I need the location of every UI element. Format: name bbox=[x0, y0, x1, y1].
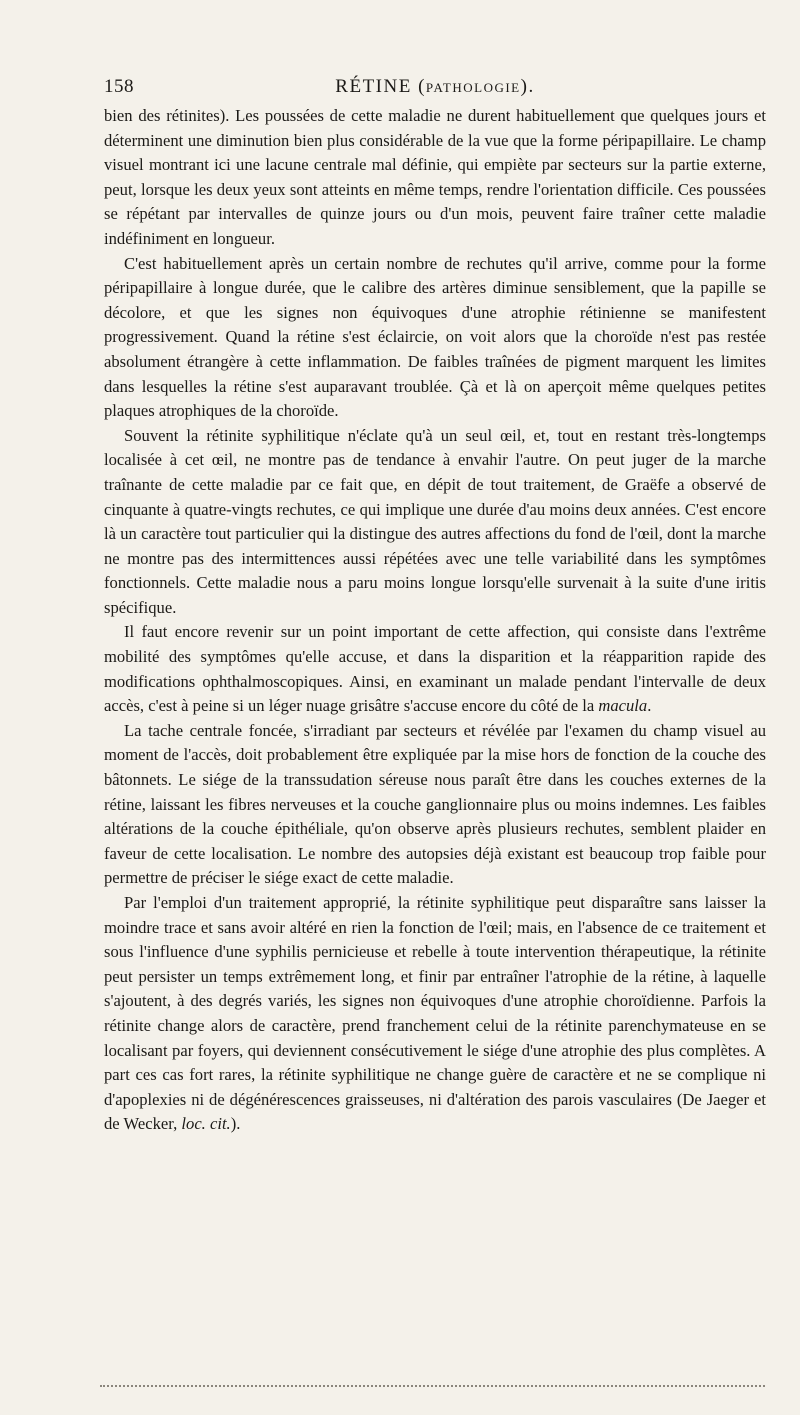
paragraph-4-tail: . bbox=[647, 696, 652, 716]
paragraph-5-text: La tache centrale foncée, s'irradiant par secteurs et révélée par l'examen du champ visuel au moment de l'accès, doit probablement être expliquée par la mise hors de fonction de la couche des bâtonnets. Le siége de la transsudation séreuse nous paraît être dans les couches externes de la rétine, laissant les fibres nerveuses et la couche ganglionnaire plus ou moins indemnes. Les faibles altérations de la couche épithéliale, qu'on observe après plusieurs rechutes, semblent plaider en faveur de cette localisation. Le nombre des autopsies déjà existant est beaucoup trop faible pour permettre de préciser le siége exact de cette maladie. bbox=[104, 720, 766, 888]
paragraph-4 bbox=[104, 620, 766, 718]
paragraph-6-italic: loc. cit. bbox=[181, 1114, 231, 1134]
running-header bbox=[104, 70, 766, 104]
footer-dotted-rule bbox=[100, 1385, 765, 1387]
running-title bbox=[104, 76, 766, 98]
paragraph-3 bbox=[104, 424, 766, 621]
paragraph-1-text: bien des rétinites). Les poussées de cette maladie ne durent habituellement que quelques jours et déterminent une diminution bien plus considérable de la vue que la forme péripapillaire. Le champ visuel montrant ici une lacune centrale mal définie, qui empiète par secteurs sur la partie externe, peut, lorsque les deux yeux sont atteints en même temps, rendre l'orientation difficile. Ces poussées se répétant par intervalles de quinze jours ou d'un mois, peuvent faire traîner cette maladie indéfiniment en longueur. bbox=[104, 106, 766, 248]
paragraph-3-text: Souvent la rétinite syphilitique n'éclate qu'à un seul œil, et, tout en restant très-longtemps localisée à cet œil, ne montre pas de tendance à envahir l'autre. On peut juger de la marche traînante de cette maladie par ce fait que, en dépit de tout traitement, de Graëfe a observé de cinquante à quatre-vingts rechutes, ce qui implique une durée d'au moins deux années. C'est encore là un caractère tout particulier qui la distingue des autres affections du fond de l'œil, dont la marche ne montre pas des intermittences aussi répétées avec une telle variabilité dans les symptômes fonctionnels. Cette maladie nous a paru moins longue lorsqu'elle survenait à la suite d'une iritis spécifique. bbox=[104, 425, 766, 617]
paragraph-4-italic: macula bbox=[598, 696, 648, 716]
paragraph-6-text: Par l'emploi d'un traitement approprié, la rétinite syphilitique peut disparaître sans laisser la moindre trace et sans avoir altéré en rien la fonction de l'œil; mais, en l'absence de ce traitement et sous l'influence d'une syphilis pernicieuse et rebelle à toute intervention thérapeutique, la rétinite peut persister un temps extrêmement long, et finir par entraîner l'atrophie de la rétine, à laquelle s'ajoutent, à des degrés variés, les signes non équivoques d'une atrophie choroïdienne. Parfois la rétinite change alors de caractère, prend franchement celui de la rétinite parenchymateuse en se localisant par foyers, qui deviennent consécutivement le siége d'une atrophie des plus complètes. A part ces cas fort rares, la rétinite syphilitique ne change guère de caractère et ne se complique ni d'apoplexies ni de dégénérescences graisseuses, ni d'altération des parois vasculaires (De Jaeger et de Wecker, bbox=[104, 893, 766, 1134]
paragraph-2-text: C'est habituellement après un certain nombre de rechutes qu'il arrive, comme pour la forme péripapillaire à longue durée, que le calibre des artères diminue sensiblement, que la papille se décolore, et que les signes non équivoques d'une atrophie rétinienne se manifestent progressivement. Quand la rétine s'est éclaircie, on voit alors que la choroïde n'est pas restée absolument étrangère à cette inflammation. De faibles traînées de pigment marquent les limites dans lesquelles la rétine s'est auparavant troublée. Çà et là on aperçoit même quelques petites plaques atrophiques de la choroïde. bbox=[104, 253, 766, 421]
page-number: 158 bbox=[104, 76, 134, 97]
running-title-end: ). bbox=[520, 76, 535, 97]
paragraph-6 bbox=[104, 891, 766, 1137]
running-title-sub: PATHOLOGIE bbox=[425, 80, 521, 95]
paragraph-4-text: Il faut encore revenir sur un point important de cette affection, qui consiste dans l'extrême mobilité des symptômes qu'elle accuse, et dans la disparition et la réapparition rapide des modifications ophthalmoscopiques. Ainsi, en examinant un malade pendant l'intervalle de deux accès, c'est à peine si un léger nuage grisâtre s'accuse encore du côté de la bbox=[104, 622, 766, 716]
page bbox=[104, 70, 766, 1137]
running-title-main: RÉTINE ( bbox=[335, 76, 426, 97]
paragraph-2 bbox=[104, 252, 766, 424]
paragraph-6-tail: ). bbox=[230, 1114, 241, 1134]
paragraph-1 bbox=[104, 104, 766, 252]
body-text bbox=[104, 104, 766, 1137]
paragraph-5 bbox=[104, 719, 766, 891]
